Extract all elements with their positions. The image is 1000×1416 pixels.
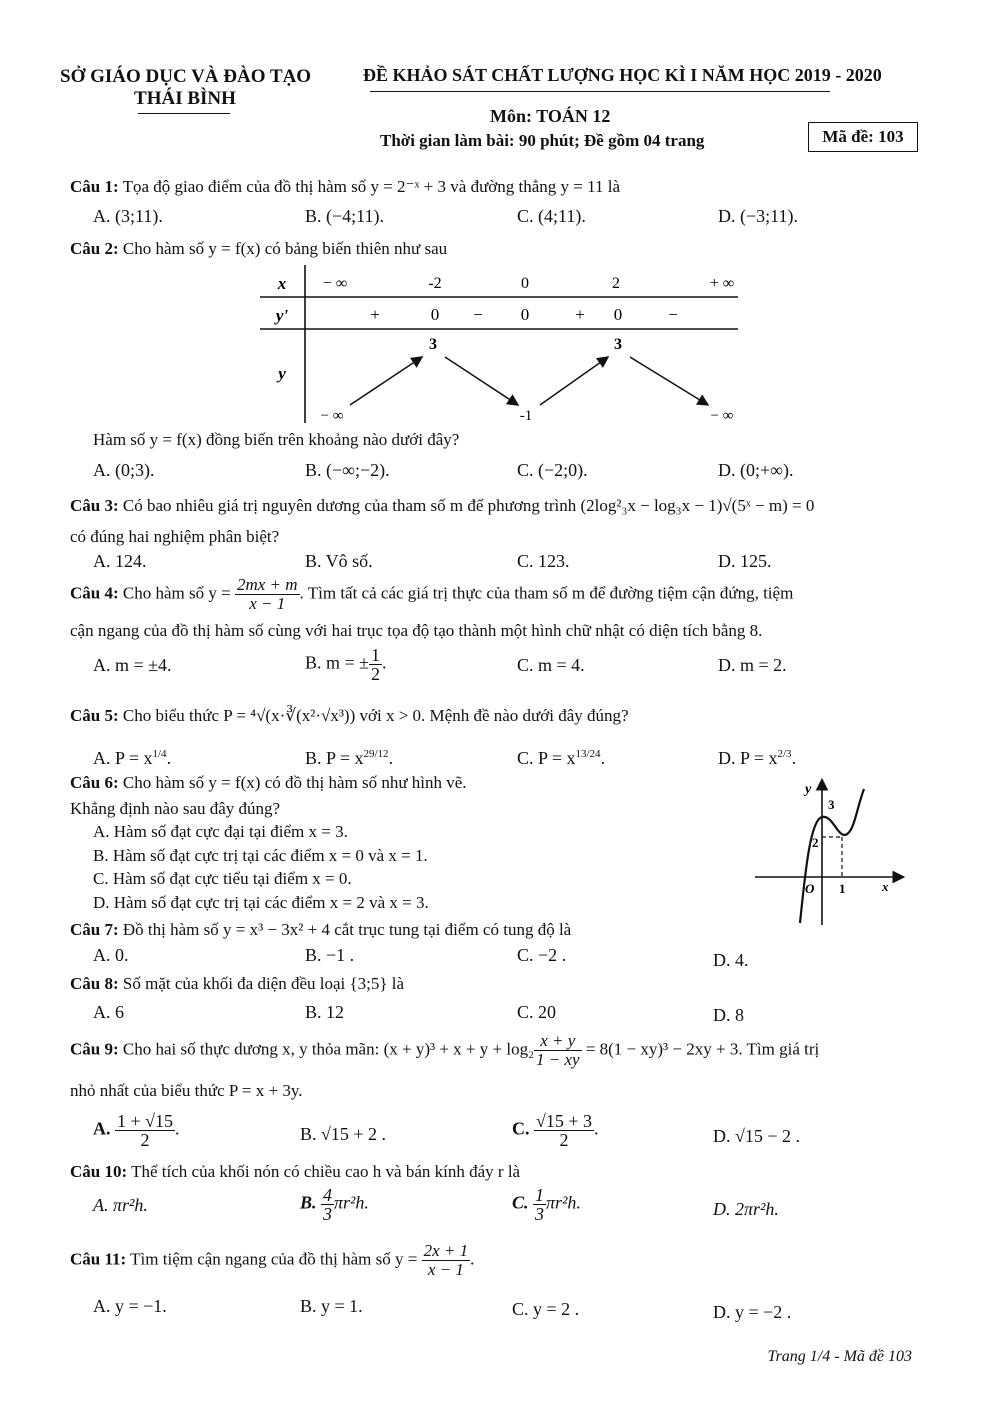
sign: 0 bbox=[430, 305, 440, 324]
sign: − bbox=[473, 305, 483, 324]
q7-option-b: B. −1 . bbox=[305, 945, 355, 965]
row-label-yprime: y' bbox=[275, 306, 289, 325]
sign: + bbox=[370, 305, 380, 324]
q2-question: Hàm số y = f(x) đồng biến trên khoảng nào dưới đây? bbox=[93, 430, 460, 449]
q6-option-c: C. Hàm số đạt cực tiểu tại điểm x = 0. bbox=[93, 869, 352, 888]
question-4-line2: cận ngang của đồ thị hàm số cùng với hai trục tọa độ tạo thành một hình chữ nhật có diện tích bằng 8. bbox=[70, 621, 763, 640]
q11-option-c: C. y = 2 . bbox=[512, 1299, 580, 1319]
q1-option-c: C. (4;11). bbox=[517, 206, 586, 226]
q3-option-b: B. Vô số. bbox=[305, 551, 373, 571]
exam-code-box: Mã đề: 103 bbox=[808, 122, 918, 152]
q9-option-d: D. √15 − 2 . bbox=[713, 1126, 801, 1146]
x-val: 2 bbox=[612, 275, 620, 292]
question-3-line2: có đúng hai nghiệm phân biệt? bbox=[70, 527, 280, 546]
q8-option-b: B. 12 bbox=[305, 1002, 345, 1022]
q10-option-c: C. $\frac{1}{3}$ πr²h. bbox=[512, 1185, 581, 1224]
row-label-x: x bbox=[277, 274, 287, 293]
sign: − bbox=[668, 305, 678, 324]
arrow-down bbox=[630, 357, 708, 405]
y-min: − ∞ bbox=[710, 408, 734, 424]
q4-fraction: $\frac{2mx + m}{x - 1}$ bbox=[236, 575, 298, 613]
graph-tick-x1: 1 bbox=[839, 881, 846, 896]
sign: 0 bbox=[520, 305, 530, 324]
y-max: 3 bbox=[614, 336, 622, 353]
q2-option-a: A. (0;3). bbox=[93, 460, 155, 480]
x-val: 0 bbox=[521, 275, 529, 292]
question-6-line2: Khẳng định nào sau đây đúng? bbox=[70, 799, 281, 818]
question-1: Câu 1: Tọa độ giao điểm của đồ thị hàm số y = 2⁻ˣ + 3 và đường thẳng y = 11 là bbox=[70, 177, 621, 196]
q11-option-a: A. y = −1. bbox=[93, 1296, 167, 1316]
q11-option-b: B. y = 1. bbox=[300, 1296, 363, 1316]
q9-option-c: C. $\frac{√15 + 3}{2}$ . bbox=[512, 1111, 599, 1150]
arrow-down bbox=[445, 357, 518, 405]
q5-option-c: C. $P = x^{13/24}$. bbox=[517, 748, 606, 768]
department-name: SỞ GIÁO DỤC VÀ ĐÀO TẠO THÁI BÌNH bbox=[60, 66, 312, 109]
exam-duration: Thời gian làm bài: 90 phút; Đề gồm 04 trang bbox=[380, 131, 705, 150]
question-10: Câu 10: Thể tích của khối nón có chiều cao h và bán kính đáy r là bbox=[70, 1162, 521, 1181]
graph-tick-y2: 2 bbox=[812, 835, 819, 850]
sign: + bbox=[575, 305, 585, 324]
q3-option-d: D. 125. bbox=[718, 551, 772, 571]
q6-option-d: D. Hàm số đạt cực trị tại các điểm x = 2 và x = 3. bbox=[93, 893, 429, 912]
q9-option-b: B. √15 + 2 . bbox=[300, 1124, 387, 1144]
graph-origin: O bbox=[805, 881, 815, 896]
q11-option-d: D. y = −2 . bbox=[713, 1302, 792, 1322]
q9-fraction: $\frac{x + y}{1 - xy}$ bbox=[536, 1031, 580, 1069]
question-8: Câu 8: Số mặt của khối đa diện đều loại {3;5} là bbox=[70, 974, 405, 993]
x-val: + ∞ bbox=[709, 275, 735, 292]
question-7: Câu 7: Đồ thị hàm số y = x³ − 3x² + 4 cắt trục tung tại điểm có tung độ là bbox=[70, 920, 572, 939]
question-4: Câu 4: Cho hàm số y = $\frac{2mx + m}{x - 1}$ . Tìm tất cả các giá trị thực của tham số m để đường tiệm cận đứng, tiệm bbox=[70, 575, 794, 613]
exam-title-underline bbox=[370, 91, 830, 92]
x-val: − ∞ bbox=[322, 275, 348, 292]
q8-option-a: A. 6 bbox=[93, 1002, 124, 1022]
q6-option-b: B. Hàm số đạt cực trị tại các điểm x = 0 và x = 1. bbox=[93, 846, 428, 865]
graph-y-label: y bbox=[805, 782, 812, 797]
q2-option-c: C. (−2;0). bbox=[517, 460, 588, 480]
question-6: Câu 6: Cho hàm số y = f(x) có đồ thị hàm số như hình vẽ. bbox=[70, 773, 467, 792]
q10-option-b: B. $\frac{4}{3}$ πr²h. bbox=[300, 1185, 369, 1224]
q9-option-a: A. $\frac{1 + √15}{2}$ . bbox=[93, 1111, 180, 1150]
page-footer: Trang 1/4 - Mã đề 103 bbox=[767, 1348, 912, 1365]
question-3: Câu 3: Có bao nhiêu giá trị nguyên dương của tham số m để phương trình (2log²₃x − log₃x − 1)√(5ˣ − m) = 0 bbox=[70, 496, 815, 515]
graph-x-label: x bbox=[882, 879, 889, 894]
function-graph bbox=[750, 775, 910, 927]
graph-tick-y3: 3 bbox=[828, 797, 835, 812]
arrow-up bbox=[350, 357, 422, 405]
q6-option-a: A. Hàm số đạt cực đại tại điểm x = 3. bbox=[93, 822, 348, 841]
q7-option-a: A. 0. bbox=[93, 945, 129, 965]
q1-option-a: A. (3;11). bbox=[93, 206, 163, 226]
q2-option-b: B. (−∞;−2). bbox=[305, 460, 390, 480]
department-underline bbox=[138, 113, 230, 114]
q5-option-a: A. $P = x^{1/4}$. bbox=[93, 748, 172, 768]
q4-option-d: D. m = 2. bbox=[718, 655, 787, 675]
q7-option-c: C. −2 . bbox=[517, 945, 567, 965]
q10-option-a: A. πr²h. bbox=[93, 1195, 148, 1215]
q4-option-a: A. m = ±4. bbox=[93, 655, 172, 675]
y-min: -1 bbox=[519, 408, 533, 424]
q3-option-a: A. 124. bbox=[93, 551, 147, 571]
q1-option-d: D. (−3;11). bbox=[718, 206, 798, 226]
q4-option-b: B. m = ± $\frac{1}{2}$ . bbox=[305, 645, 387, 684]
q7-option-d: D. 4. bbox=[713, 950, 749, 970]
sign: 0 bbox=[613, 305, 623, 324]
variation-table bbox=[260, 265, 750, 427]
q5-option-b: B. $P = x^{29/12}$. bbox=[305, 748, 394, 768]
question-9: Câu 9: Cho hai số thực dương x, y thỏa mãn: (x + y)³ + x + y + log₂ $\frac{x + y}{1 - xy}$ = 8(1 − xy)³ − 2xy + 3. Tìm giá trị bbox=[70, 1031, 820, 1069]
subject: Môn: TOÁN 12 bbox=[490, 106, 611, 126]
q3-option-c: C. 123. bbox=[517, 551, 570, 571]
question-2: Câu 2: Cho hàm số y = f(x) có bảng biến thiên như sau bbox=[70, 239, 448, 258]
y-min: − ∞ bbox=[320, 408, 344, 424]
q1-option-b: B. (−4;11). bbox=[305, 206, 384, 226]
q11-fraction: $\frac{2x + 1}{x - 1}$ bbox=[423, 1241, 469, 1279]
row-label-y: y bbox=[278, 364, 286, 383]
question-9-line2: nhỏ nhất của biểu thức P = x + 3y. bbox=[70, 1081, 303, 1100]
y-max: 3 bbox=[429, 336, 437, 353]
q8-option-d: D. 8 bbox=[713, 1005, 744, 1025]
question-11: Câu 11: Tìm tiệm cận ngang của đồ thị hàm số y = $\frac{2x + 1}{x - 1}$ . bbox=[70, 1241, 475, 1279]
q10-option-d: D. 2πr²h. bbox=[713, 1199, 779, 1219]
q2-option-d: D. (0;+∞). bbox=[718, 460, 794, 480]
x-val: -2 bbox=[428, 275, 442, 292]
exam-title: ĐỀ KHẢO SÁT CHẤT LƯỢNG HỌC KÌ I NĂM HỌC 2019 - 2020 bbox=[363, 65, 882, 85]
q8-option-c: C. 20 bbox=[517, 1002, 557, 1022]
q4-option-c: C. m = 4. bbox=[517, 655, 585, 675]
arrow-up bbox=[540, 357, 608, 405]
q5-option-d: D. $P = x^{2/3}$. bbox=[718, 748, 797, 768]
question-5: Câu 5: Cho biểu thức P = ⁴√(x·∛(x²·√x³)) với x > 0. Mệnh đề nào dưới đây đúng? bbox=[70, 706, 629, 725]
